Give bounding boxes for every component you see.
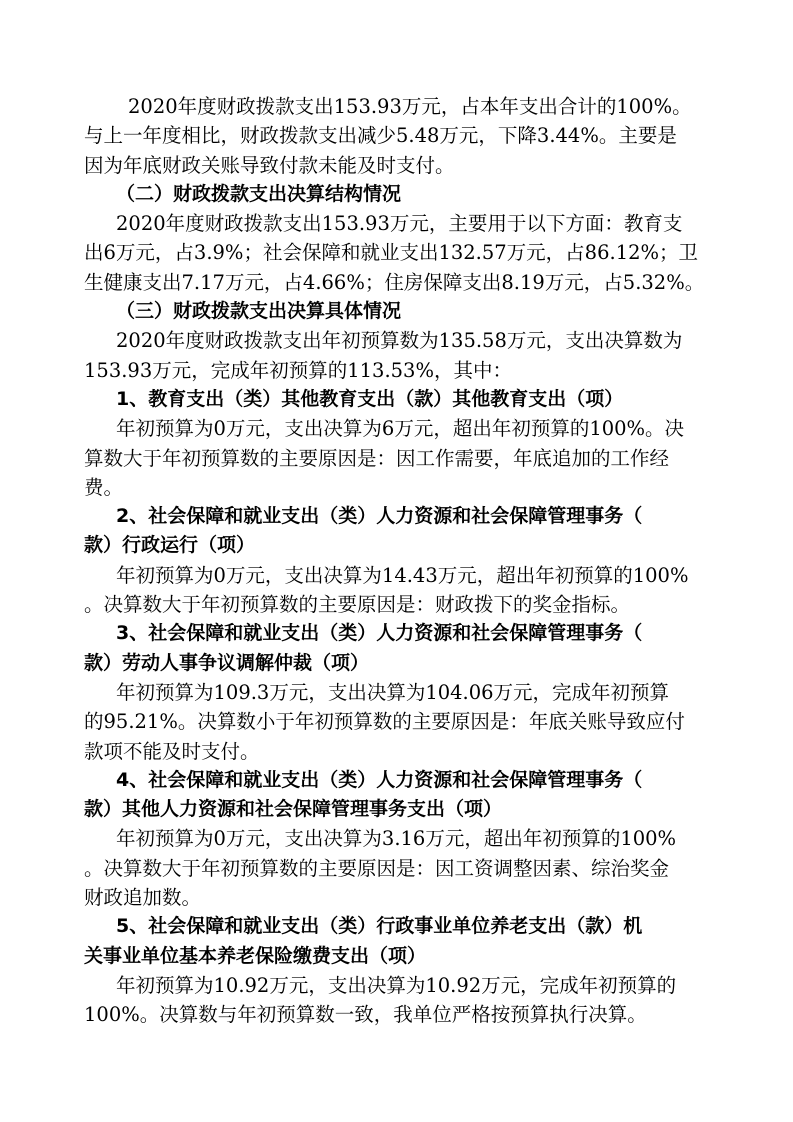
paragraph-line: 100%。决算数与年初预算数一致，我单位严格按预算执行决算。 [84,1003,647,1027]
paragraph-line: 2020年度财政拨款支出153.93万元，占本年支出合计的100%。 [128,95,692,118]
paragraph-line: 的95.21%。决算数小于年初预算数的主要原因是：年底关账导致应付 [84,710,685,734]
item-heading: 4、社会保障和就业支出（类）人力资源和社会保障管理事务（ [116,768,643,791]
paragraph-line: 2020年度财政拨款支出年初预算数为135.58万元，支出决算数为 [116,329,683,353]
item-heading: 款）劳动人事争议调解仲裁（项） [84,651,370,674]
item-heading: 5、社会保障和就业支出（类）行政事业单位养老支出（款）机 [116,915,643,938]
paragraph-line: 生健康支出7.17万元，占4.66%；住房保障支出8.19万元，占5.32%。 [84,270,705,294]
paragraph-line: 款项不能及时支付。 [84,739,260,763]
paragraph-line: 因为年底财政关账导致付款未能及时支付。 [84,153,455,177]
document-page [84,92,712,1030]
item-heading: 款）行政运行（项） [84,534,256,557]
section-heading: （二）财政拨款支出决算结构情况 [116,182,402,205]
item-heading: 1、教育支出（类）其他教育支出（款）其他教育支出（项） [116,387,624,410]
paragraph-line: 出6万元，占3.9%；社会保障和就业支出132.57万元，占86.12%；卫 [84,241,699,265]
paragraph-line: 年初预算为10.92万元，支出决算为10.92万元，完成年初预算的 [116,973,677,997]
paragraph-line: 2020年度财政拨款支出153.93万元，主要用于以下方面：教育支 [116,212,683,236]
paragraph-line: 153.93万元，完成年初预算的113.53%，其中： [84,358,512,382]
paragraph-line: 费。 [84,475,124,499]
item-heading: 关事业单位基本养老保险缴费支出（项） [84,944,427,967]
paragraph-line: 年初预算为0万元，支出决算为6万元，超出年初预算的100%。决 [116,417,685,441]
paragraph-line: 。决算数大于年初预算数的主要原因是：因工资调整因素、综治奖金 [84,856,670,880]
paragraph-line: 算数大于年初预算数的主要原因是：因工作需要，年底追加的工作经 [84,446,670,470]
paragraph-line: 年初预算为109.3万元，支出决算为104.06万元，完成年初预算 [116,680,670,704]
paragraph-line: 年初预算为0万元，支出决算为14.43万元，超出年初预算的100% [116,563,689,587]
item-heading: 款）其他人力资源和社会保障管理事务支出（项） [84,798,503,821]
item-heading: 2、社会保障和就业支出（类）人力资源和社会保障管理事务（ [116,505,643,528]
paragraph-line: 。决算数大于年初预算数的主要原因是：财政拨下的奖金指标。 [84,593,631,617]
paragraph-line: 财政追加数。 [84,886,202,910]
section-heading: （三）财政拨款支出决算具体情况 [116,300,402,323]
paragraph-line: 年初预算为0万元，支出决算为3.16万元，超出年初预算的100% [116,827,677,851]
item-heading: 3、社会保障和就业支出（类）人力资源和社会保障管理事务（ [116,622,643,645]
paragraph-line: 与上一年度相比，财政拨款支出减少5.48万元，下降3.44%。主要是 [84,124,677,148]
